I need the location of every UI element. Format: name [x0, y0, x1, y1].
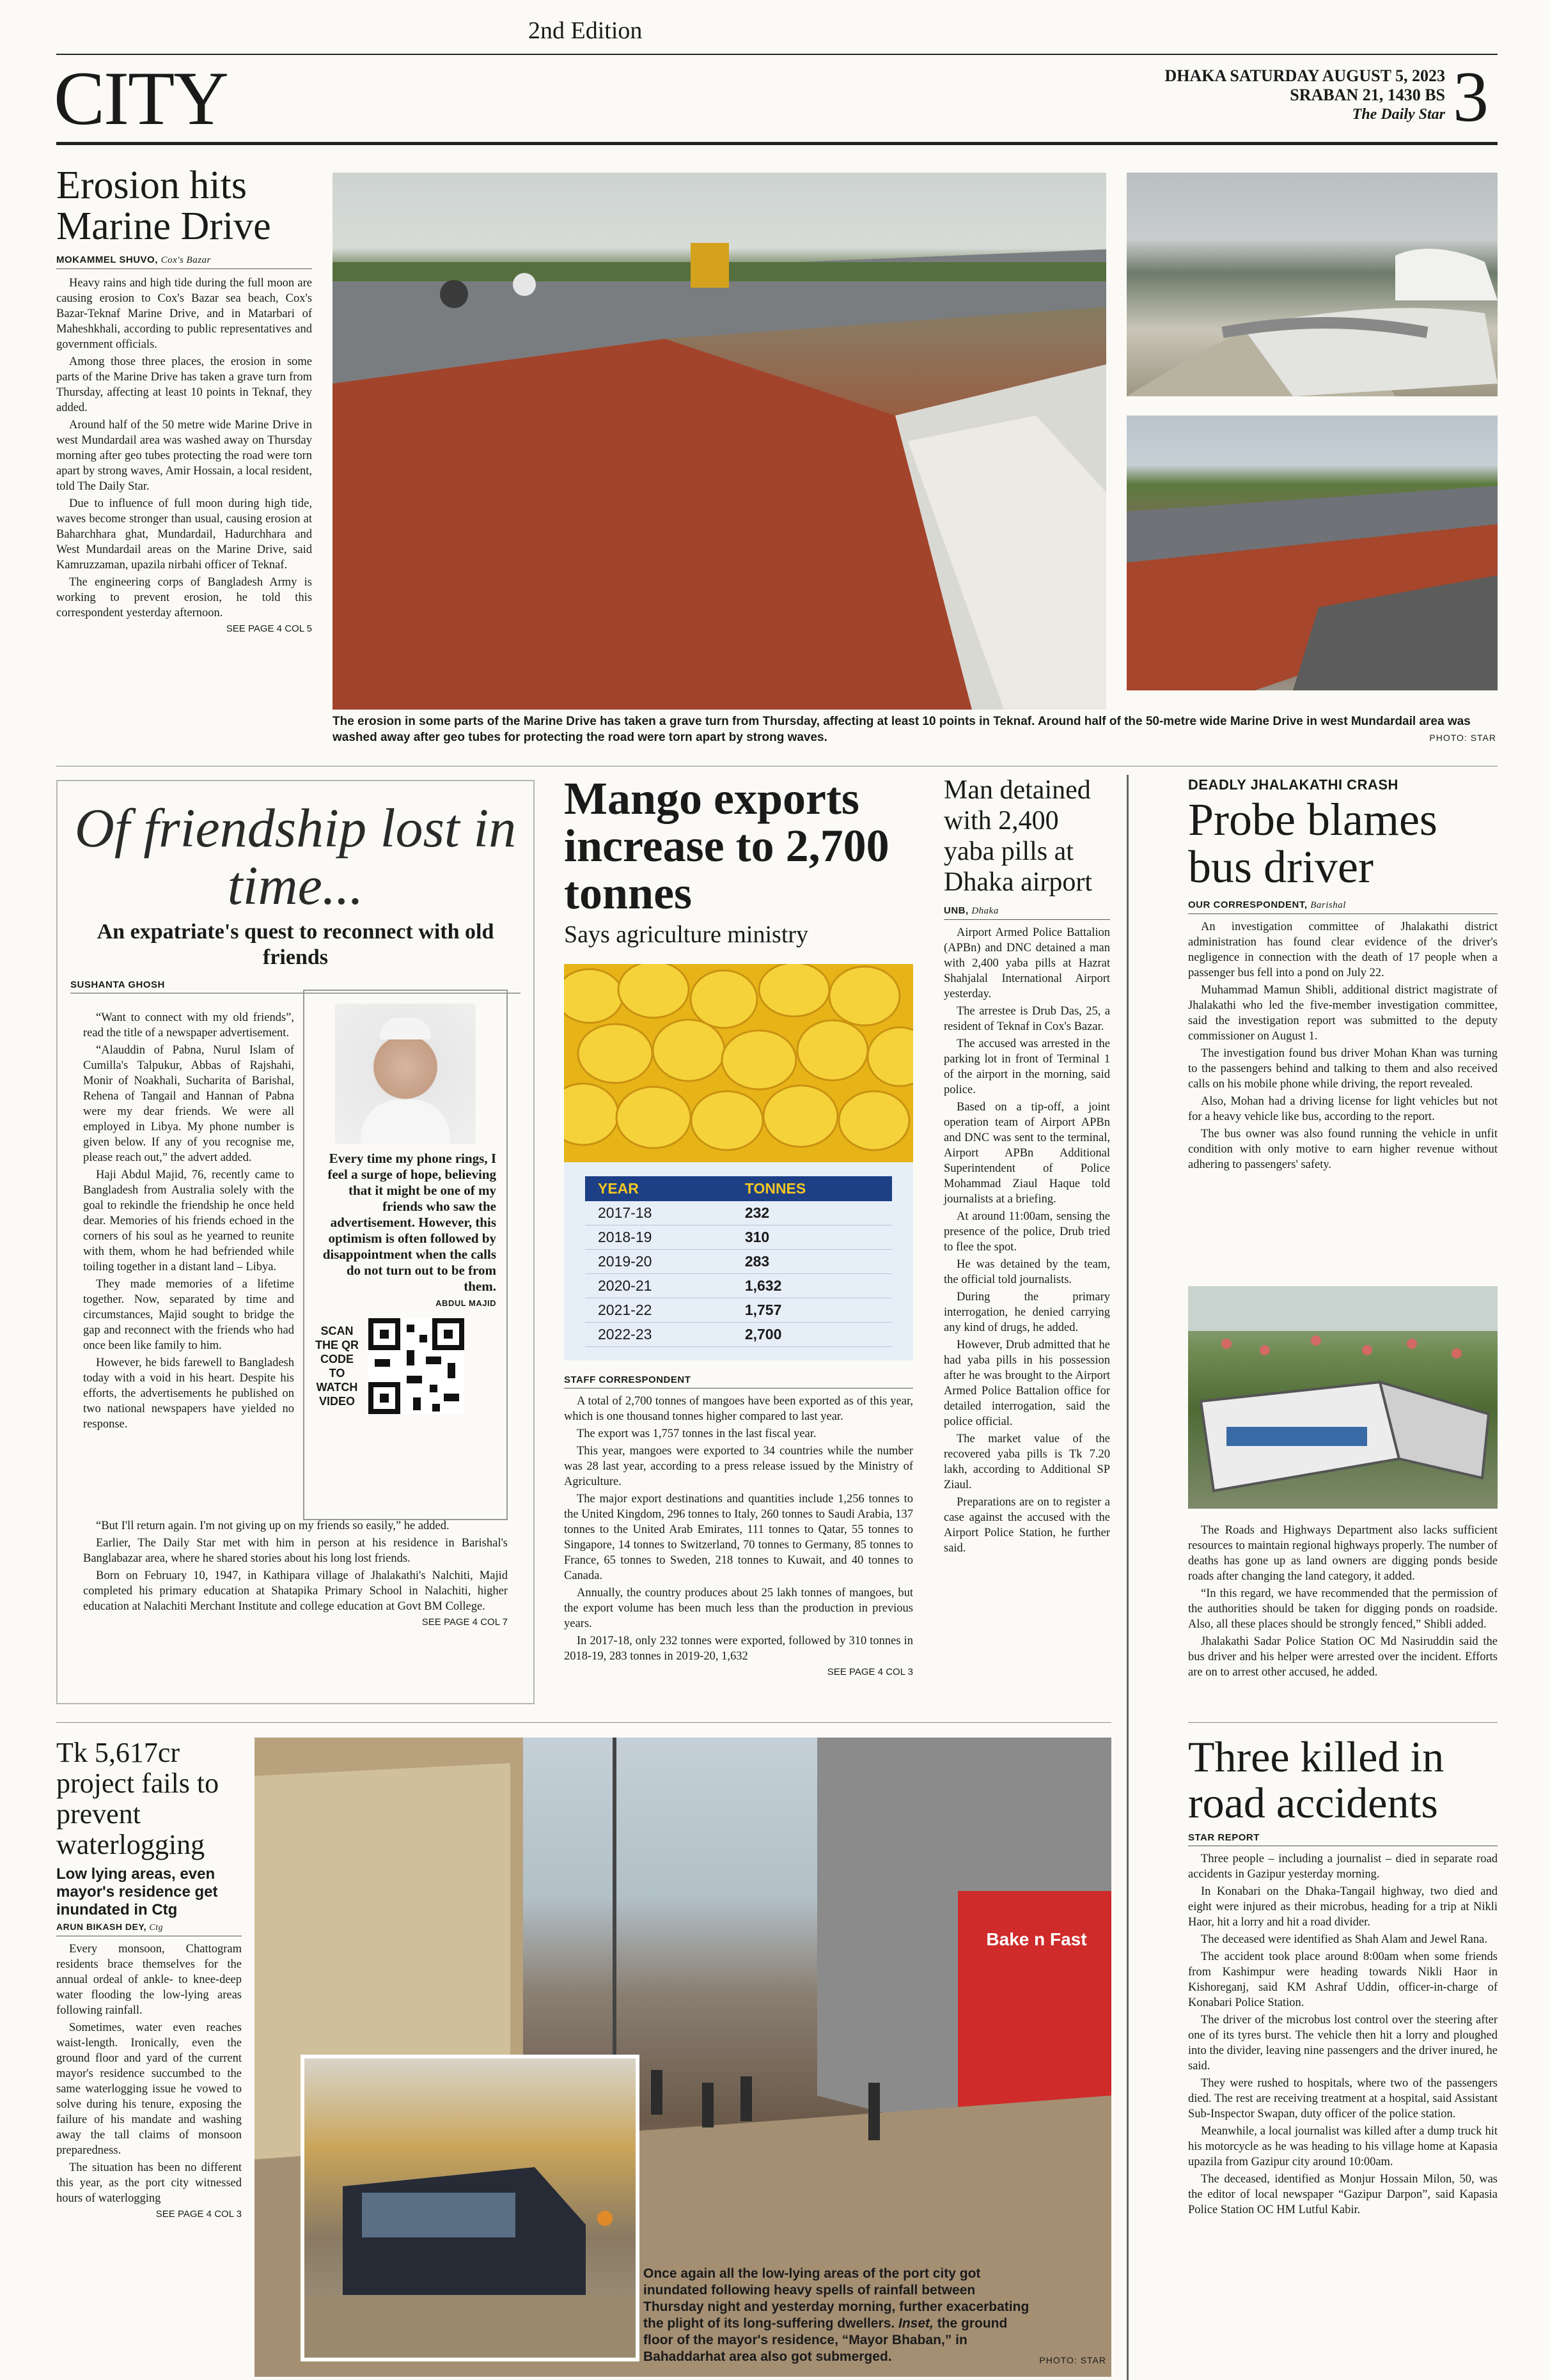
table-header-row [585, 1176, 892, 1201]
yaba-paragraph: Preparations are on to register a case against the accused with the Airport Police Station, he further said. [944, 1496, 1110, 1555]
table-row [585, 1201, 892, 1225]
accidents-paragraph: The deceased were identified as Shah Alam and Jewel Rana. [1201, 1933, 1487, 1946]
waterlog-caption-text-a: Once again all the low-lying areas of the port city got inundated following heavy spells of rainfall between Thursday night and yesterday morning, further exacerbating the plight of its long-suffering dwellers. [643, 2266, 1029, 2331]
mango-paragraph: A total of 2,700 tonnes of mangoes have been exported as of this year, which is one thousand tonnes higher compared to last year. [564, 1395, 913, 1423]
yaba-byline-name: UNB, [944, 905, 969, 916]
bangla-date: SRABAN 21, 1430 BS [1290, 86, 1445, 104]
page-number: 3 [1453, 58, 1489, 137]
table-header-tonnes: TONNES [744, 1180, 806, 1197]
mango-paragraph: In 2017-18, only 232 tonnes were exported, followed by 310 tonnes in 2018-19, 283 tonnes in 2019-20, 1,632 [564, 1635, 913, 1663]
table-row [585, 1225, 892, 1250]
erosion-byline-name: MOKAMMEL SHUVO, [56, 254, 158, 265]
paper-logo: The Daily Star [1352, 106, 1445, 123]
bus-crash-illustration [1188, 1286, 1498, 1509]
crash-byline-name: OUR CORRESPONDENT, [1188, 899, 1308, 910]
erosion-byline [56, 254, 312, 269]
crash-paragraph: Also, Mohan had a driving license for light vehicles but not for a heavy vehicle like bus, according to the report. [1188, 1095, 1498, 1123]
crash-paragraph: The bus owner was also found running the vehicle in unfit condition with only motive to earn higher revenue without adhering to passengers' safety. [1188, 1128, 1498, 1171]
yaba-paragraph: Based on a tip-off, a joint operation team of Airport APBn and DNC was sent to the terminal, Airport APBn Additional Superintendent of Police Mohammad Ziaul Haque told journalists at a briefing. [944, 1101, 1110, 1206]
flooded-street-photo [254, 1738, 1111, 2377]
sea-waves-photo [1127, 173, 1498, 396]
waterlog-see-page: SEE PAGE 4 COL 3 [155, 2209, 242, 2220]
friendship-paragraph: Earlier, The Daily Star met with him in person at his residence in Barishal's Banglabazar area, where he shared stories about his long lost friends. [83, 1537, 508, 1565]
eroded-road-illustration [1127, 416, 1498, 690]
yaba-article [944, 775, 1110, 1558]
erosion-main-photo [333, 173, 1106, 710]
friendship-see-page: SEE PAGE 4 COL 7 [421, 1617, 508, 1628]
mayor-residence-inset-photo [301, 2055, 639, 2361]
accidents-paragraph: They were rushed to hospitals, where two of the passengers died. The rest are receiving treatment at a hospital, said Assistant Sub-Inspector Swapan, duty officer of the police station. [1188, 2077, 1498, 2120]
erosion-paragraph: Around half of the 50 metre wide Marine Drive in west Mundardail area was washed away on Thursday morning after geo tubes protecting the road were torn apart by strong waves, Amir Hossain, a local resident, told The Daily Star. [56, 419, 312, 493]
accidents-byline: STAR REPORT [1188, 1832, 1498, 1846]
accidents-paragraph: The accident took place around 8:00am when some friends from Kashimpur were heading towards Nikli Haor in Kishoreganj, said KM Ashraf Uddin, officer-in-charge of Konabari Police Station. [1188, 1950, 1498, 2009]
crash-byline [1188, 899, 1498, 914]
quote-box [303, 990, 508, 1520]
friendship-byline: SUSHANTA GHOSH [70, 979, 521, 993]
crash-article [1188, 777, 1498, 1174]
waterlog-byline-place: Ctg [149, 1923, 164, 1933]
yaba-paragraph: The market value of the recovered yaba pills is Tk 7.20 lakh, according to Additional SP Ziaul. [944, 1433, 1110, 1491]
mango-export-table [585, 1176, 892, 1347]
crash-paragraph: “In this regard, we have recommended that the permission of the authorities should be taken for digging ponds on roadside. Also, all these places should be strongly fenced,” Shibli added. [1188, 1587, 1498, 1631]
table-header-year: YEAR [598, 1180, 639, 1197]
friendship-paragraph: “Alauddin of Pabna, Nurul Islam of Cumilla's Talpukur, Abbas of Rajshahi, Monir of Noakhali, Sucharita of Barishal, Rehena of Tangail and Hannan of Pabna were my dear friends. We were all employed in Libya. My phone number is given below. If any of you recognise me, please reach out,” the advert added. [83, 1044, 294, 1164]
friendship-paragraph: “But I'll return again. I'm not giving up on my friends so easily,” he added. [96, 1520, 450, 1532]
accidents-headline: Three killed in road accidents [1188, 1732, 1444, 1827]
yaba-paragraph: During the primary interrogation, he denied carrying any kind of drugs, he added. [944, 1291, 1110, 1334]
sea-waves-illustration [1127, 173, 1498, 396]
table-cell-tonnes: 232 [744, 1204, 770, 1221]
white-shirt [361, 1100, 450, 1144]
crash-paragraph: Muhammad Mamun Shibli, additional district magistrate of Jhalakathi who led the five-member investigation committee, said the investigation report was submitted to the deputy commissioner on August 1. [1188, 984, 1498, 1043]
erosion-paragraph: The engineering corps of Bangladesh Army is working to prevent erosion, he told this correspondent yesterday afternoon. [56, 576, 312, 619]
erosion-article [56, 165, 312, 634]
friendship-paragraph: However, he bids farewell to Bangladesh today with a void in his heart. Despite his efforts, the advertisements he published on two national newspapers have yielded no response. [83, 1357, 294, 1431]
waterlog-article [56, 1738, 242, 2220]
table-cell-year: 2018-19 [598, 1229, 652, 1245]
erosion-byline-place: Cox's Bazar [160, 255, 211, 265]
yaba-paragraph: At around 11:00am, sensing the presence of the police, Drub tried to flee the spot. [944, 1210, 1110, 1254]
accidents-paragraph: The deceased, identified as Monjur Hossain Milon, 50, was the editor of local newspaper “Gazipur Darpon”, said Kapasia Police Station OC HM Lutful Kabir. [1188, 2173, 1498, 2216]
table-cell-year: 2020-21 [598, 1277, 652, 1294]
waterlog-caption [643, 2266, 1033, 2365]
top-rule [56, 54, 1498, 55]
accidents-article [1188, 1734, 1498, 2220]
table-cell-tonnes: 310 [744, 1229, 770, 1245]
table-cell-year: 2017-18 [598, 1204, 652, 1221]
friendship-body-full [83, 1518, 508, 1628]
friendship-article [70, 799, 521, 997]
accidents-paragraph: The driver of the microbus lost control over the steering after one of its tyres burst. The vehicle then hit a lorry and ploughed into the divider, leaving nine passengers and the driver inured, he said. [1188, 2014, 1498, 2073]
yaba-paragraph: Airport Armed Police Battalion (APBn) and DNC detained a man with 2,400 yaba pills at Hazrat Shahjalal International Airport yesterday. [944, 926, 1110, 1000]
waterlog-paragraph: Sometimes, water even reaches waist-length. Ironically, even the ground floor and yard of the current mayor's residence succumbed to the same waterlogging issue he vowed to solve during his tenure, exposing the failure of his mandate and washing away the tall claims of monsoon preparedness. [56, 2021, 242, 2157]
friendship-paragraph: Haji Abdul Majid, 76, recently came to Bangladesh from Australia solely with the goal to rekindle the friendship he once held dear. Memories of his friends echoed in the corners of his soul as he yearned to reunite with them, whom he had befriended while toiling together in a distant land – Libya. [83, 1169, 294, 1273]
erosion-paragraph: Due to influence of full moon during high tide, waves become stronger than usual, causing erosion at Baharchhara ghat, Mundardail, Hadurchhara and West Mundardail areas on the Marine Drive, said Kamruzzaman, upazila nirbahi officer of Teknaf. [56, 497, 312, 572]
waterlog-paragraph: The situation has been no different this year, as the port city witnessed hours of waterlogging [56, 2161, 242, 2205]
mango-paragraph: This year, mangoes were exported to 34 countries while the number was 28 last year, according to a press release issued by the Ministry of Agriculture. [564, 1445, 913, 1488]
table-cell-tonnes: 283 [744, 1253, 770, 1270]
mango-paragraph: The export was 1,757 tonnes in the last fiscal year. [577, 1427, 817, 1440]
friendship-paragraph: Born on February 10, 1947, in Kathipara village of Jhalakathi's Nalchiti, Majid completed his primary education at Shatapika Primary School in Nalachiti, higher education at Nalachiti Merchant Institute and college education at Govt BM College. [83, 1569, 508, 1613]
accidents-paragraph: In Konabari on the Dhaka-Tangail highway, two died and eight were injured as their microbus, heading for a trip at Nikli Haor, hit a lorry and hit a road divider. [1188, 1885, 1498, 1929]
eroded-road-photo [1127, 416, 1498, 690]
crash-byline-place: Barishal [1310, 900, 1346, 910]
section-title: CITY [54, 56, 228, 141]
quote-attribution: ABDUL MAJID [435, 1298, 496, 1308]
waterlog-photo-credit: PHOTO: STAR [1039, 2355, 1106, 2365]
masthead-rule [56, 142, 1498, 145]
crash-paragraph: The Roads and Highways Department also lacks sufficient resources to maintain regional highways properly. The number of deaths has gone up as land owners are digging ponds beside roads after changing the land category, it added. [1188, 1524, 1498, 1583]
erosion-body [56, 276, 312, 621]
erosion-caption: The erosion in some parts of the Marine Drive has taken a grave turn from Thursday, affecting at least 10 points in Teknaf. Around half of the 50-metre wide Marine Drive in west Mundardail area was washed away after geo tubes for protecting the road were torn apart by strong waves. [333, 715, 1471, 744]
mango-paragraph: The major export destinations and quantities include 1,256 tonnes to the United Kingdom, 296 tonnes to Italy, 260 tonnes to Saudi Arabia, 137 tonnes to the United Arab Emirates, 111 tonnes to Qatar, 55 tonnes to Singapore, 14 tonnes to Switzerland, 70 tonnes to Germany, 85 tonnes to France, 65 tonnes to Sweden, 218 tonnes to Kuwait, and 40 tonnes to Canada. [564, 1493, 913, 1582]
friendship-body-col1 [83, 1010, 294, 1434]
table-cell-year: 2022-23 [598, 1326, 652, 1342]
edition-label: 2nd Edition [528, 17, 643, 44]
friendship-paragraph: “Want to connect with my old friends”, read the title of a newspaper advertisement. [83, 1011, 294, 1039]
bus-crash-photo [1188, 1286, 1498, 1509]
abdul-majid-portrait [335, 1004, 476, 1144]
mango-byline: STAFF CORRESPONDENT [564, 1374, 913, 1388]
mango-article [564, 775, 913, 949]
table-row [585, 1298, 892, 1323]
bakery-sign: Bake n Fast [986, 1929, 1087, 1949]
friendship-paragraph: They made memories of a lifetime together. Now, separated by time and circumstances, Majid sought to bridge the gap and reconnect with the friends who had once been like family to him. [83, 1278, 294, 1352]
waterlog-caption-text-b: the ground floor of the mayor's residence, “Mayor Bhaban,” in Bahaddarhat area also got submerged. [643, 2316, 1008, 2364]
crash-paragraph: The investigation found bus driver Mohan Khan was turning to the passengers behind and talking to them and also received calls on his mobile phone while driving, the report revealed. [1188, 1047, 1498, 1091]
yaba-paragraph: The accused was arrested in the parking lot in front of Terminal 1 of the airport in the morning, said police. [944, 1038, 1110, 1096]
waterlog-paragraph: Every monsoon, Chattogram residents brace themselves for the annual ordeal of ankle- to knee-deep water flooding the low-lying areas following rainfall. [56, 1943, 242, 2017]
mango-body [564, 1374, 913, 1677]
accidents-divider [1188, 1722, 1498, 1723]
mango-subhead: Says agriculture ministry [564, 921, 809, 948]
crash-headline: Probe blames bus driver [1188, 794, 1437, 892]
yaba-paragraph: The arrestee is Drub Das, 25, a resident of Teknaf in Cox's Bazar. [944, 1005, 1110, 1033]
waterlog-byline [56, 1922, 242, 1936]
erosion-paragraph: Heavy rains and high tide during the full moon are causing erosion to Cox's Bazar sea beach, Cox's Bazar-Teknaf Marine Drive, and in Matarbari of Maheshkhali, according to public representatives and government officials. [56, 277, 312, 351]
lower-divider [56, 1722, 1111, 1723]
erosion-photo-credit: PHOTO: STAR [1429, 733, 1496, 743]
erosion-headline: Erosion hits Marine Drive [56, 164, 271, 248]
waterlog-subhead: Low lying areas, even mayor's residence get inundated in Ctg [56, 1865, 218, 1918]
prayer-cap [380, 1018, 431, 1039]
friendship-subhead: An expatriate's quest to reconnect with old friends [97, 920, 494, 969]
crash-body-bottom [1188, 1523, 1498, 1682]
table-cell-year: 2019-20 [598, 1253, 652, 1270]
mango-graphic [564, 964, 913, 1360]
column-divider [1127, 775, 1129, 2380]
crash-paragraph: An investigation committee of Jhalakathi district administration has found clear evidence of the driver's negligence in connection with the death of 17 people when a passenger bus fell into a pond on July 22. [1188, 921, 1498, 979]
waterlog-caption-inset: Inset, [898, 2316, 934, 2331]
yaba-headline: Man detained with 2,400 yaba pills at Dhaka airport [944, 775, 1093, 897]
waterlog-caption-block [643, 2266, 1033, 2365]
mango-see-page: SEE PAGE 4 COL 3 [827, 1667, 913, 1677]
qr-label: SCAN THE QR CODE TO WATCH VIDEO [315, 1325, 359, 1408]
table-cell-tonnes: 1,632 [744, 1277, 782, 1294]
date-line: DHAKA SATURDAY AUGUST 5, 2023 [1164, 66, 1445, 85]
erosion-see-page: SEE PAGE 4 COL 5 [226, 623, 312, 634]
qr-code-icon[interactable] [368, 1318, 464, 1414]
accidents-paragraph: Three people – including a journalist – died in separate road accidents in Gazipur yesterday morning. [1188, 1853, 1498, 1881]
erosion-paragraph: Among those three places, the erosion in some parts of the Marine Drive has taken a grave turn from Thursday, affecting at least 10 points in Teknaf, they added. [56, 355, 312, 414]
table-row [585, 1323, 892, 1347]
mango-paragraph: Annually, the country produces about 25 lakh tonnes of mangoes, but the export volume has been much less than the production in previous years. [564, 1587, 913, 1630]
erosion-photo-illustration [333, 173, 1106, 710]
table-cell-tonnes: 1,757 [744, 1302, 782, 1318]
submerged-car-illustration [304, 2058, 636, 2358]
yaba-paragraph: He was detained by the team, the official told journalists. [944, 1258, 1110, 1286]
waterlog-byline-name: ARUN BIKASH DEY, [56, 1922, 147, 1932]
mango-photo [564, 964, 913, 1162]
mango-headline: Mango exports increase to 2,700 tonnes [564, 773, 889, 919]
table-row [585, 1250, 892, 1274]
yaba-byline [944, 905, 1110, 920]
friendship-headline: Of friendship lost in time... [74, 797, 517, 916]
date-block [1145, 66, 1445, 124]
yaba-paragraph: However, Drub admitted that he had yaba pills in his possession after he was brought to the Airport Armed Police Battalion office for detailed interrogation, said the police official. [944, 1339, 1110, 1428]
waterlog-headline: Tk 5,617cr project fails to prevent waterlogging [56, 1737, 219, 1860]
table-cell-tonnes: 2,700 [744, 1326, 782, 1342]
yaba-byline-place: Dhaka [971, 906, 999, 916]
majid-quote: Every time my phone rings, I feel a surge of hope, believing that it might be one of my friends who saw the advertisement. However, this optimism is often followed by disappointment when the calls do not turn out to be from them. [322, 1151, 496, 1294]
mango-pile-illustration [564, 964, 913, 1162]
table-cell-year: 2021-22 [598, 1302, 652, 1318]
table-row [585, 1274, 892, 1298]
crash-paragraph: Jhalakathi Sadar Police Station OC Md Nasiruddin said the bus driver and his helper were arrested over the incident. Efforts are on to arrest other accused, he added. [1188, 1635, 1498, 1679]
accidents-paragraph: Meanwhile, a local journalist was killed after a dump truck hit his motorcycle as he was heading to his village home at Kapasia upazila from Gazipur city around 10:00am. [1188, 2125, 1498, 2168]
crash-kicker: DEADLY JHALAKATHI CRASH [1188, 777, 1398, 793]
